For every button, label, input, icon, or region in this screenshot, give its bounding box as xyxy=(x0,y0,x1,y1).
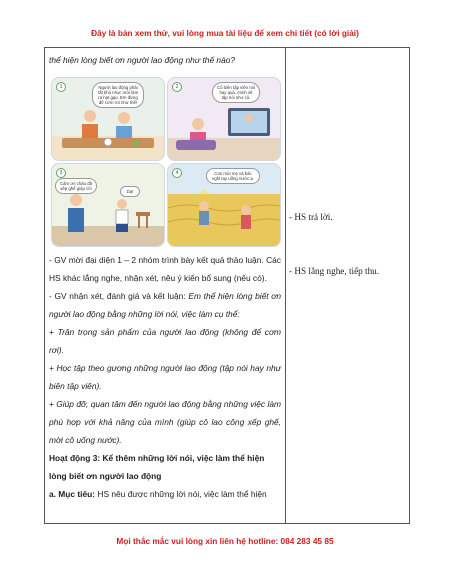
intro-question: thể hiện lòng biết ơn người lao động như thế nào? xyxy=(49,55,236,65)
illustration-panel-3 xyxy=(51,163,165,247)
conclusion-italic: Em thể hiện lòng biết ơn người lao động bằng những lời nói, việc làm cụ thể: xyxy=(49,291,282,319)
panel-1-speech-bubble: Người lao động phải rất khó nhọc mới làm ra hạt gạo. Em đừng để cơm rơi như thế! xyxy=(92,82,144,108)
column-divider xyxy=(285,48,286,523)
conclusion-bullet-3: + Giúp đỡ, quan tâm đến người lao động bằng những việc làm phù hợp với khả năng của mình (giúp cô lao công xếp ghế, mời cô uống nước). xyxy=(49,399,281,445)
teacher-activity-column xyxy=(49,51,281,503)
panel-3-speech-bubble-b: Dạ! xyxy=(120,186,140,197)
conclusion-bullet-1: + Trân trọng sản phẩm của người lao động (không để cơm rơi). xyxy=(49,327,281,355)
objective-line xyxy=(49,485,281,503)
hotline-banner: Mọi thắc mắc vui lòng xin liên hệ hotline: 084 283 45 85 xyxy=(116,536,334,546)
student-response-1: - HS trả lời. xyxy=(289,212,333,222)
cleaner-helping-scene xyxy=(52,164,164,246)
panel-4-speech-bubble: Con mời mẹ và bác nghỉ tay uống nước ạ. xyxy=(206,168,260,184)
objective-text: HS nêu được những lời nói, việc làm thể hiện xyxy=(95,489,267,499)
lesson-table xyxy=(44,47,410,524)
panel-2-speech-bubble: Cô biên tập viên nói hay quá, mình sẽ tập nói như cô. xyxy=(212,82,260,103)
teacher-conclusion-paragraph xyxy=(49,287,281,323)
illustration-panel-1 xyxy=(51,77,165,161)
panel-3-speech-bubble-a: Cảm ơn cháu đã xếp ghế giúp cô! xyxy=(55,178,97,194)
textbook-illustration xyxy=(49,73,281,247)
panel-3-number: 3 xyxy=(56,168,66,178)
activity-3-heading: Hoạt động 3: Kể thêm những lời nói, việc làm thể hiện lòng biết ơn người lao động xyxy=(49,453,265,481)
illustration-panel-2 xyxy=(167,77,281,161)
group-report-paragraph: - GV mời đại diện 1 – 2 nhóm trình bày kết quả thảo luận. Các HS khác lắng nghe, nhận xét, nêu ý kiến bổ sung (nếu có). xyxy=(49,255,281,283)
conclusion-bullet-2: + Học tập theo gương những người lao động (tập nói hay như biên tập viên). xyxy=(49,363,281,391)
panel-1-number: 1 xyxy=(56,82,66,92)
preview-banner: Đây là bản xem thử, vui lòng mua tài liệu để xem chi tiết (có lời giải) xyxy=(91,28,359,38)
illustration-panel-4 xyxy=(167,163,281,247)
objective-label: a. Mục tiêu: xyxy=(49,489,96,499)
conclusion-lead: - GV nhận xét, đánh giá và kết luận: xyxy=(49,291,189,301)
panel-2-number: 2 xyxy=(172,82,182,92)
panel-4-number: 4 xyxy=(172,168,182,178)
student-response-2: - HS lắng nghe, tiếp thu. xyxy=(289,266,380,276)
